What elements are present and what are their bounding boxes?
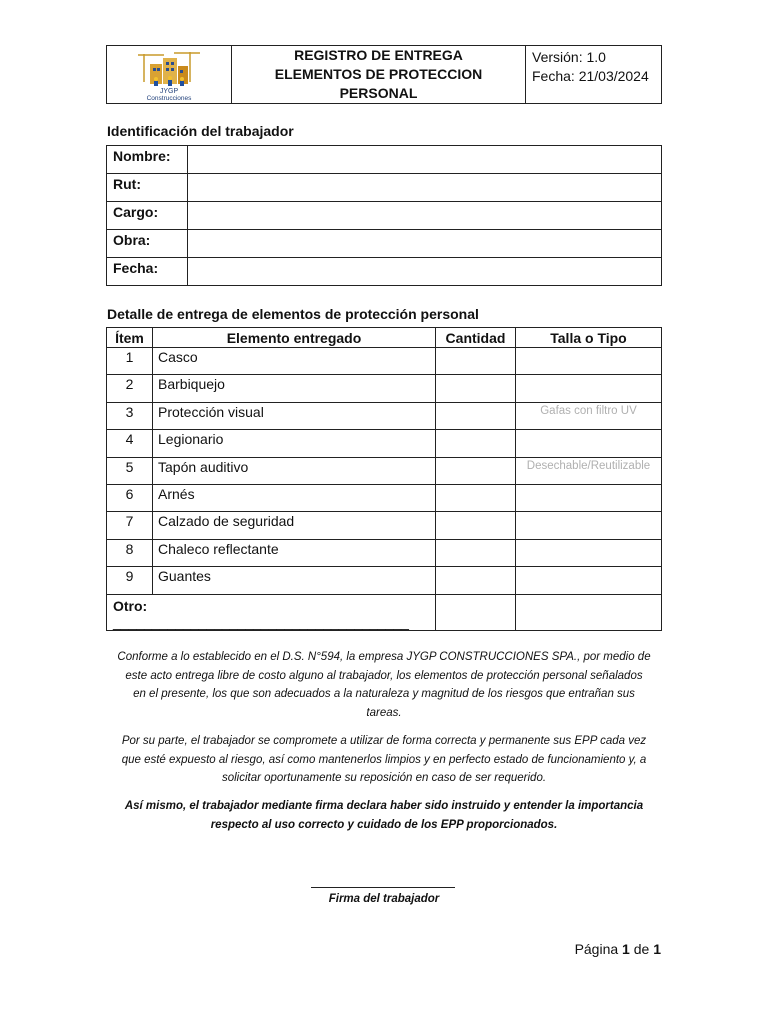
legal-line: Por su parte, el trabajador se compromete a utilizar de forma correcta y permanente sus EPP cada vez [121,735,647,747]
field-label: Rut: [107,174,188,202]
item-number: 2 [107,375,153,402]
worker-section-title: Identificación del trabajador [107,123,294,139]
item-number: 6 [107,484,153,511]
element-name: Legionario [153,430,436,457]
legal-line: Conforme a lo establecido en el D.S. N°594, la empresa JYGP CONSTRUCCIONES SPA., por medio de [117,651,651,663]
legal-line: Así mismo, el trabajador mediante firma declara haber sido instruido y entender la importancia [124,800,644,812]
item-number: 3 [107,402,153,429]
legal-paragraph-2 [106,732,662,788]
table-row [107,512,662,539]
cargo-field[interactable] [188,202,662,230]
quantity-cell[interactable] [436,539,516,566]
epp-section-title: Detalle de entrega de elementos de protección personal [107,306,479,322]
table-row [107,484,662,511]
field-label: Obra: [107,230,188,258]
type-cell[interactable]: Gafas con filtro UV [516,402,662,429]
item-number: 7 [107,512,153,539]
obra-field[interactable] [188,230,662,258]
element-name: Chaleco reflectante [153,539,436,566]
quantity-cell[interactable] [436,594,516,630]
field-label: Fecha: [107,258,188,286]
legal-line: en el presente, los que son adecuados a la naturaleza y magnitud de los riesgos que entrañan sus [133,688,635,700]
column-header-item: Ítem [107,328,153,348]
quantity-cell[interactable] [436,484,516,511]
type-cell[interactable] [516,348,662,375]
date-text: Fecha: 21/03/2024 [532,68,649,84]
table-row [107,457,662,484]
epp-header-row [107,328,662,348]
element-name: Casco [153,348,436,375]
quantity-cell[interactable] [436,512,516,539]
type-cell[interactable] [516,567,662,594]
element-name: Tapón auditivo [153,457,436,484]
legal-line: este acto entrega libre de costo alguno al trabajador, los elementos de protección personal señalados [125,669,643,682]
table-row [107,375,662,402]
worker-row-rut [107,174,662,202]
type-cell[interactable] [516,512,662,539]
other-label: Otro: [113,597,148,614]
quantity-cell[interactable] [436,348,516,375]
other-blank-line: ______________________________________ [113,613,409,630]
page-current: 1 [622,941,630,957]
legal-line: solicitar oportunamente su reposición en caso de ser requerido. [221,772,547,784]
fecha-field[interactable] [188,258,662,286]
legal-line: que esté expuesto al riesgo, así como mantenerlos limpios y en perfecto estado de funcionamiento y, a [121,753,647,766]
of-word: de [633,941,650,957]
table-row [107,402,662,429]
column-header-type: Talla o Tipo [516,328,662,348]
title-line: PERSONAL [339,85,418,101]
table-row [107,567,662,594]
title-line: ELEMENTOS DE PROTECCION [274,66,483,82]
document-title [232,46,526,103]
column-header-element: Elemento entregado [153,328,436,348]
element-name: Protección visual [153,402,436,429]
worker-table [106,145,662,286]
element-name: Arnés [153,484,436,511]
logo-text-line2: Construcciones [146,94,192,102]
signature-line[interactable] [311,887,455,888]
legal-line: respecto al uso correcto y cuidado de los EPP proporcionados. [210,818,558,831]
type-cell[interactable] [516,375,662,402]
other-row [107,594,662,630]
item-number: 4 [107,430,153,457]
company-logo [107,46,232,103]
other-cell[interactable] [107,594,436,630]
quantity-cell[interactable] [436,457,516,484]
worker-row-obra [107,230,662,258]
column-header-quantity: Cantidad [436,328,516,348]
quantity-cell[interactable] [436,567,516,594]
page-word: Página [574,941,619,957]
signature-label: Firma del trabajador [328,893,440,905]
element-name: Barbiquejo [153,375,436,402]
item-number: 5 [107,457,153,484]
item-number: 9 [107,567,153,594]
table-row [107,539,662,566]
construction-logo-icon [134,48,204,102]
document-header [106,45,662,104]
table-row [107,348,662,375]
epp-table [106,327,662,631]
page-number [575,941,661,957]
page-total: 1 [653,941,661,957]
version-text: Versión: 1.0 [532,49,606,65]
type-cell[interactable] [516,430,662,457]
logo-text-line1: JYGP [159,87,179,95]
element-name: Calzado de seguridad [153,512,436,539]
rut-field[interactable] [188,174,662,202]
type-cell[interactable] [516,539,662,566]
type-cell[interactable] [516,484,662,511]
document-meta [526,46,661,103]
worker-row-cargo [107,202,662,230]
field-label: Cargo: [107,202,188,230]
legal-paragraph-1 [106,648,662,722]
legal-line: tareas. [366,706,402,719]
item-number: 8 [107,539,153,566]
type-cell[interactable]: Desechable/Reutilizable [516,457,662,484]
quantity-cell[interactable] [436,430,516,457]
worker-row-fecha [107,258,662,286]
field-label: Nombre: [107,146,188,174]
table-row [107,430,662,457]
quantity-cell[interactable] [436,402,516,429]
name-field[interactable] [188,146,662,174]
title-line: REGISTRO DE ENTREGA [294,47,463,63]
type-cell[interactable] [516,594,662,630]
item-number: 1 [107,348,153,375]
worker-row-name [107,146,662,174]
quantity-cell[interactable] [436,375,516,402]
element-name: Guantes [153,567,436,594]
legal-paragraph-3 [106,797,662,834]
